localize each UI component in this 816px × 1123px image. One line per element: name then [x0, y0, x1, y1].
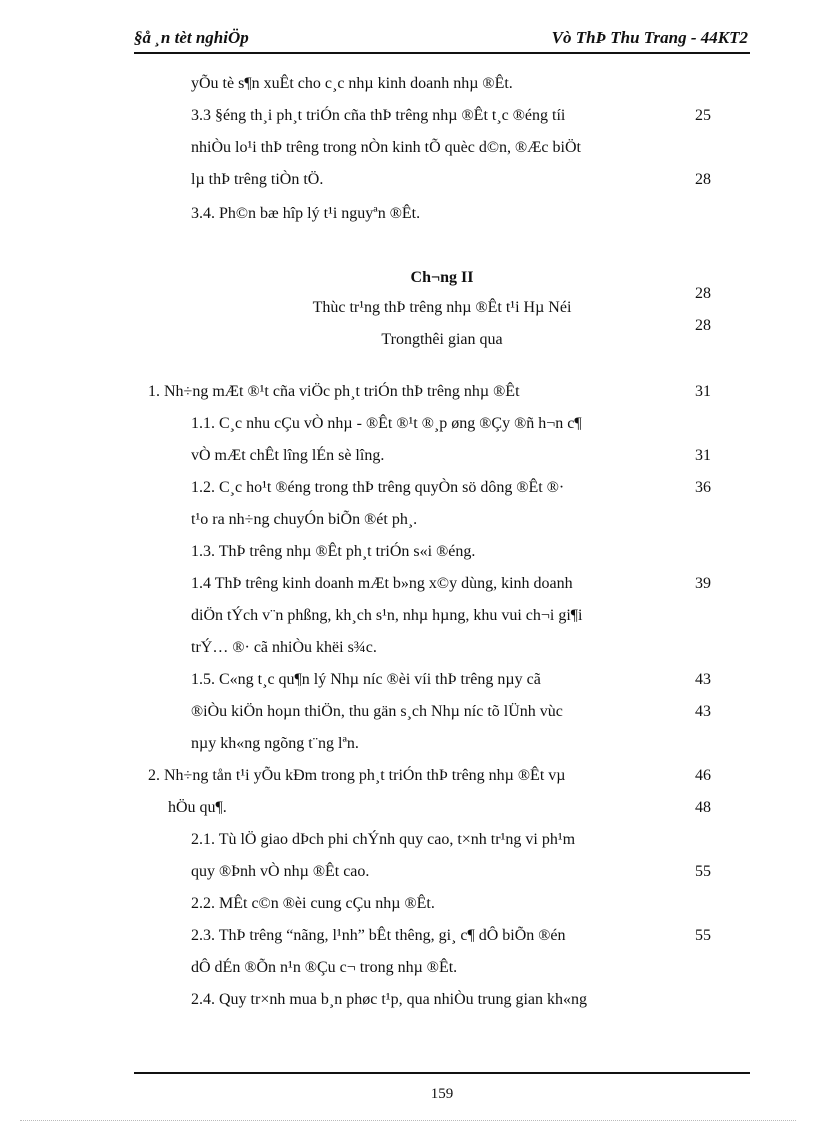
- page-number-ref: 55: [695, 927, 711, 944]
- chapter-title: Ch¬ng II: [410, 269, 474, 286]
- chapter-subtitle: Trongthêi gian qua: [381, 331, 503, 348]
- toc-line: 2.3. ThÞ trêng “nãng, l¹nh” bÊt thêng, gi¸ c¶ dÔ biÕn ®én: [191, 927, 566, 944]
- toc-line: trÝ… ®· cã nhiÒu khëi s¾c.: [191, 639, 377, 656]
- page-number-ref: 43: [695, 703, 711, 720]
- page-number-ref: 28: [695, 317, 711, 334]
- toc-line: t¹o ra nh÷ng chuyÓn biÕn ®ét ph¸.: [191, 511, 418, 528]
- header-rule: [134, 52, 750, 54]
- toc-line: 2.4. Quy tr×nh mua b¸n phøc t¹p, qua nhiÒu trung gian kh«ng: [191, 991, 587, 1008]
- toc-line: 1. Nh÷ng mÆt ®¹t cña viÖc ph¸t triÓn thÞ trêng nhµ ®Êt: [148, 383, 520, 400]
- page-number-ref: 48: [695, 799, 711, 816]
- header-title-right: Vò ThÞ Thu Trang - 44KT2: [551, 28, 748, 47]
- toc-line: dÔ dÉn ®Õn n¹n ®Çu c¬ trong nhµ ®Êt.: [191, 959, 458, 976]
- page-number-ref: 31: [695, 383, 711, 400]
- page-number-ref: 43: [695, 671, 711, 688]
- toc-line: yÕu tè s¶n xuÊt cho c¸c nhµ kinh doanh nhµ ®Êt.: [191, 75, 513, 92]
- page-number-ref: 55: [695, 863, 711, 880]
- page-number-ref: 31: [695, 447, 711, 464]
- toc-line: 1.1. C¸c nhu cÇu vÒ nhµ - ®Êt ®¹t ®¸p øng ®Çy ®ñ h¬n c¶: [191, 415, 582, 432]
- toc-line: 1.3. ThÞ trêng nhµ ®Êt ph¸t triÓn s«i ®éng.: [191, 543, 476, 560]
- page-edge-divider: [20, 1120, 796, 1121]
- toc-line: hÖu qu¶.: [168, 799, 227, 816]
- toc-line: 3.3 §éng th¸i ph¸t triÓn cña thÞ trêng nhµ ®Êt t¸c ®éng tíi: [191, 107, 566, 124]
- page-number: 159: [430, 1086, 454, 1102]
- toc-line: 2. Nh÷ng tån t¹i yÕu kÐm trong ph¸t triÓn thÞ trêng nhµ ®Êt vµ: [148, 767, 566, 784]
- toc-line: 2.2. MÊt c©n ®èi cung cÇu nhµ ®Êt.: [191, 895, 435, 912]
- toc-line: quy ®Þnh vÒ nhµ ®Êt cao.: [191, 863, 370, 880]
- page-number-ref: 46: [695, 767, 711, 784]
- toc-line: nhiÒu lo¹i thÞ trêng trong nÒn kinh tÕ quèc d©n, ®Æc biÖt: [191, 139, 581, 156]
- toc-line: ®iÒu kiÖn hoµn thiÖn, thu gän s¸ch Nhµ níc tõ lÜnh vùc: [191, 703, 563, 720]
- toc-line: 1.4 ThÞ trêng kinh doanh mÆt b»ng x©y dùng, kinh doanh: [191, 575, 573, 592]
- toc-line: 1.5. C«ng t¸c qu¶n lý Nhµ níc ®èi víi thÞ trêng nµy cã: [191, 671, 541, 688]
- toc-line: 1.2. C¸c ho¹t ®éng trong thÞ trêng quyÒn sö dông ®Êt ®·: [191, 479, 565, 496]
- toc-line: 3.4. Ph©n bæ hîp lý t¹i nguyªn ®Êt.: [191, 205, 421, 222]
- footer-rule: [134, 1072, 750, 1074]
- toc-line: vÒ mÆt chÊt lîng lÉn sè lîng.: [191, 447, 385, 464]
- toc-line: 2.1. Tù lÖ giao dÞch phi chÝnh quy cao, t×nh tr¹ng vi ph¹m: [191, 831, 576, 848]
- page-number-ref: 28: [695, 171, 711, 188]
- toc-line: nµy kh«ng ngõng t¨ng lªn.: [191, 735, 359, 752]
- toc-line: lµ thÞ trêng tiÒn tÖ.: [191, 171, 324, 188]
- page-number-ref: 39: [695, 575, 711, 592]
- toc-line: diÖn tÝch v¨n phßng, kh¸ch s¹n, nhµ hµng, khu vui ch¬i gi¶i: [191, 607, 583, 624]
- chapter-subtitle: Thùc tr¹ng thÞ trêng nhµ ®Êt t¹i Hµ Néi: [312, 299, 572, 316]
- header-title-left: §å ¸n tèt nghiÖp: [134, 28, 249, 47]
- page-number-ref: 36: [695, 479, 711, 496]
- page-number-ref: 25: [695, 107, 711, 124]
- page-number-ref: 28: [695, 285, 711, 302]
